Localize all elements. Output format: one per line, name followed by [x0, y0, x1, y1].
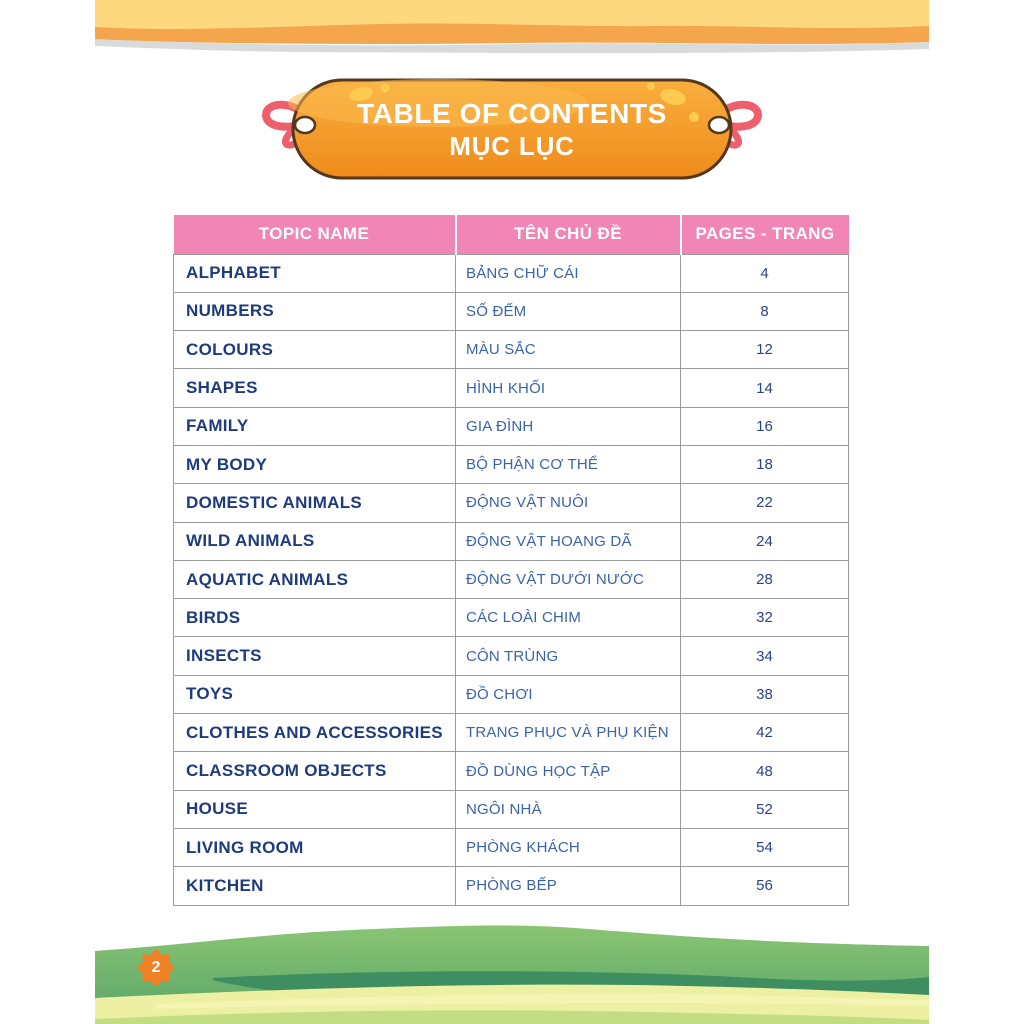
- topic-vietnamese-cell: PHÒNG BẾP: [456, 867, 681, 905]
- topic-name-cell: FAMILY: [174, 407, 456, 445]
- table-header-row: [174, 215, 849, 254]
- banner-title-english: TABLE OF CONTENTS: [357, 97, 667, 129]
- table-of-contents: [173, 215, 849, 906]
- page-number-cell: 38: [681, 675, 849, 713]
- page-number-cell: 34: [681, 637, 849, 675]
- topic-vietnamese-cell: ĐỒ CHƠI: [456, 675, 681, 713]
- page-number-cell: 14: [681, 369, 849, 407]
- header-topic-vietnamese: TÊN CHỦ ĐỀ: [456, 215, 681, 254]
- banner-title-vietnamese: MỤC LỤC: [449, 130, 575, 161]
- page-number-cell: 54: [681, 828, 849, 866]
- table-row: [174, 369, 849, 407]
- page-number-badge: [138, 950, 174, 986]
- topic-name-cell: CLOTHES AND ACCESSORIES: [174, 714, 456, 752]
- page-number-cell: 48: [681, 752, 849, 790]
- table-row: [174, 560, 849, 598]
- topic-vietnamese-cell: BỘ PHẬN CƠ THỂ: [456, 445, 681, 483]
- top-wave-band-illustration: [95, 0, 929, 58]
- header-pages: PAGES - TRANG: [681, 215, 849, 254]
- topic-vietnamese-cell: BẢNG CHỮ CÁI: [456, 254, 681, 292]
- page-number-cell: 12: [681, 331, 849, 369]
- topic-vietnamese-cell: ĐỒ DÙNG HỌC TẬP: [456, 752, 681, 790]
- topic-name-cell: ALPHABET: [174, 254, 456, 292]
- table-row: [174, 484, 849, 522]
- topic-name-cell: COLOURS: [174, 331, 456, 369]
- table-row: [174, 752, 849, 790]
- page-number-cell: 18: [681, 445, 849, 483]
- page-number-cell: 42: [681, 714, 849, 752]
- topic-vietnamese-cell: ĐỘNG VẬT DƯỚI NƯỚC: [456, 560, 681, 598]
- topic-name-cell: SHAPES: [174, 369, 456, 407]
- topic-vietnamese-cell: ĐỘNG VẬT HOANG DÃ: [456, 522, 681, 560]
- banner-title: [293, 80, 731, 178]
- topic-vietnamese-cell: GIA ĐÌNH: [456, 407, 681, 445]
- table-row: [174, 828, 849, 866]
- table-row: [174, 292, 849, 330]
- topic-name-cell: INSECTS: [174, 637, 456, 675]
- topic-name-cell: LIVING ROOM: [174, 828, 456, 866]
- page-number-cell: 16: [681, 407, 849, 445]
- topic-name-cell: CLASSROOM OBJECTS: [174, 752, 456, 790]
- table-row: [174, 254, 849, 292]
- topic-vietnamese-cell: SỐ ĐẾM: [456, 292, 681, 330]
- topic-vietnamese-cell: HÌNH KHỐI: [456, 369, 681, 407]
- page-number-cell: 8: [681, 292, 849, 330]
- topic-vietnamese-cell: CÔN TRÙNG: [456, 637, 681, 675]
- page-number: 2: [151, 959, 161, 976]
- table-row: [174, 331, 849, 369]
- topic-name-cell: DOMESTIC ANIMALS: [174, 484, 456, 522]
- table-row: [174, 445, 849, 483]
- topic-name-cell: WILD ANIMALS: [174, 522, 456, 560]
- page-number-cell: 4: [681, 254, 849, 292]
- topic-vietnamese-cell: MÀU SẮC: [456, 331, 681, 369]
- table-row: [174, 675, 849, 713]
- topic-vietnamese-cell: NGÔI NHÀ: [456, 790, 681, 828]
- topic-name-cell: MY BODY: [174, 445, 456, 483]
- table-row: [174, 599, 849, 637]
- table-row: [174, 867, 849, 905]
- topic-name-cell: TOYS: [174, 675, 456, 713]
- topic-name-cell: AQUATIC ANIMALS: [174, 560, 456, 598]
- page-number-cell: 56: [681, 867, 849, 905]
- table-row: [174, 522, 849, 560]
- topic-name-cell: NUMBERS: [174, 292, 456, 330]
- table-row: [174, 637, 849, 675]
- topic-vietnamese-cell: CÁC LOÀI CHIM: [456, 599, 681, 637]
- topic-name-cell: HOUSE: [174, 790, 456, 828]
- page-number-cell: 22: [681, 484, 849, 522]
- grass-footer-illustration: [95, 918, 929, 1024]
- page-number-cell: 28: [681, 560, 849, 598]
- topic-vietnamese-cell: PHÒNG KHÁCH: [456, 828, 681, 866]
- topic-name-cell: BIRDS: [174, 599, 456, 637]
- topic-name-cell: KITCHEN: [174, 867, 456, 905]
- page-number-cell: 24: [681, 522, 849, 560]
- table-row: [174, 714, 849, 752]
- header-topic-name: TOPIC NAME: [174, 215, 456, 254]
- topic-vietnamese-cell: ĐỘNG VẬT NUÔI: [456, 484, 681, 522]
- table-row: [174, 407, 849, 445]
- page-number-cell: 52: [681, 790, 849, 828]
- table-row: [174, 790, 849, 828]
- topic-vietnamese-cell: TRANG PHỤC VÀ PHỤ KIỆN: [456, 714, 681, 752]
- page-number-cell: 32: [681, 599, 849, 637]
